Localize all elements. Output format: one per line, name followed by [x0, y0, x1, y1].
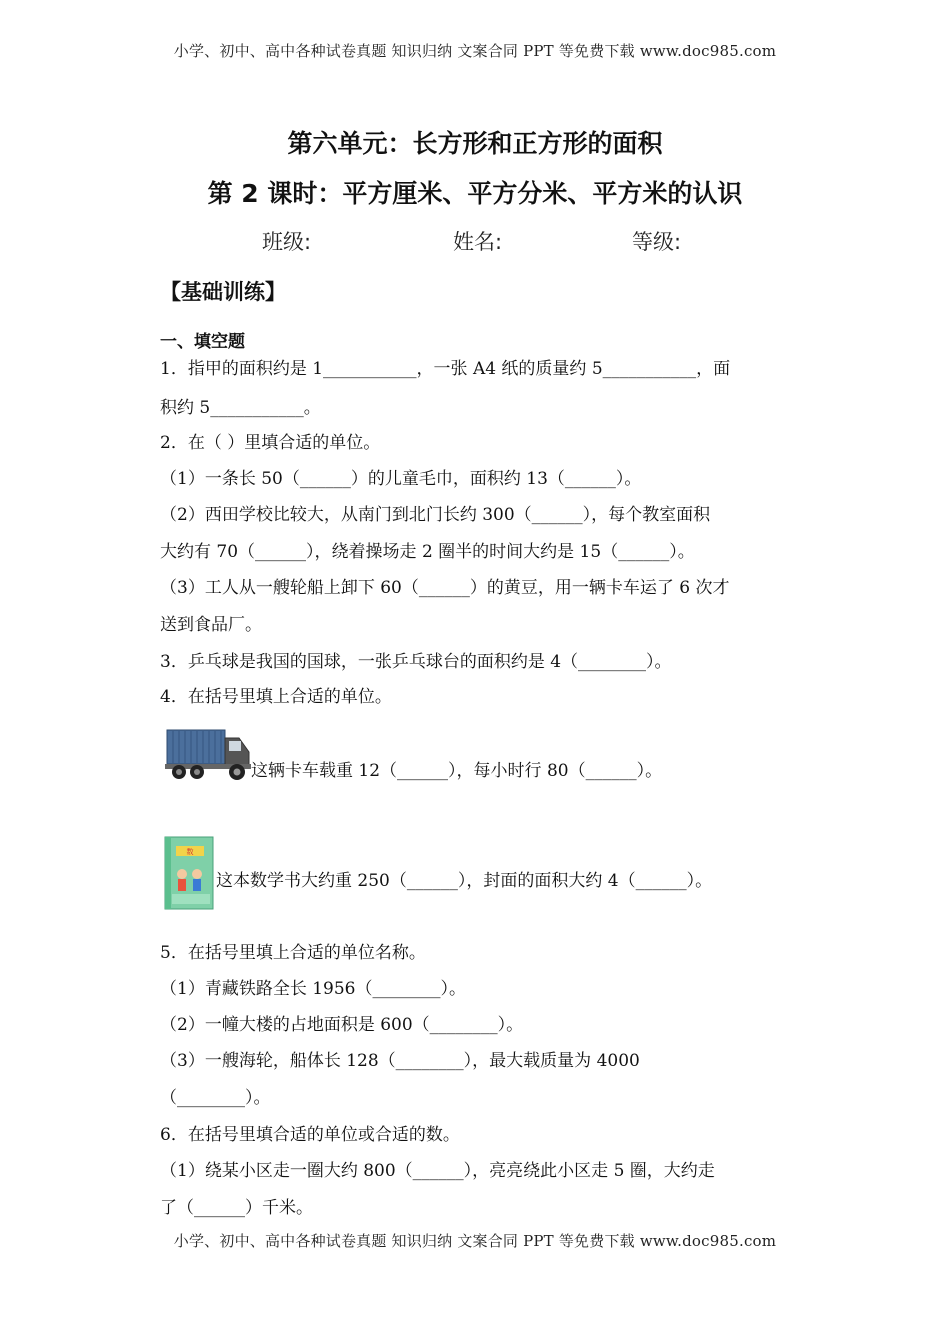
truck-image: [165, 724, 251, 784]
question-line: （3）工人从一艘轮船上卸下 60（______）的黄豆，用一辆卡车运了 6 次才: [160, 578, 730, 598]
page-title: 第六单元：长方形和正方形的面积: [287, 129, 663, 158]
question-line: 3．乒乓球是我国的国球，一张乒乓球台的面积约是 4（________）。: [160, 652, 672, 672]
name-label: 姓名:: [453, 230, 503, 254]
math-book-image: [164, 836, 214, 910]
class-label: 班级:: [262, 230, 312, 254]
question-line: 大约有 70（______），绕着操场走 2 圈半的时间大约是 15（______）。: [160, 542, 695, 562]
svg-text:数: 数: [186, 848, 194, 856]
question-line: 1．指甲的面积约是 1___________，一张 A4 纸的质量约 5___________，面: [160, 359, 731, 379]
truck-question: 这辆卡车载重 12（______），每小时行 80（______）。: [251, 761, 663, 781]
question-line: （1）一条长 50（______）的儿童毛巾，面积约 13（______）。: [160, 469, 642, 489]
question-line: 积约 5___________。: [160, 398, 321, 418]
question-line: （1）青藏铁路全长 1956（________）。: [160, 979, 466, 999]
footer-banner: 小学、初中、高中各种试卷真题 知识归纳 文案合同 PPT 等免费下载 www.doc985.com: [173, 1232, 777, 1250]
question-line: （2）西田学校比较大，从南门到北门长约 300（______），每个教室面积: [160, 505, 711, 525]
page-subtitle: 第 2 课时：平方厘米、平方分米、平方米的认识: [207, 179, 743, 208]
question-line: 送到食品厂。: [160, 615, 262, 635]
grade-label: 等级:: [632, 230, 682, 254]
question-line: 6．在括号里填合适的单位或合适的数。: [160, 1125, 460, 1145]
question-line: （1）绕某小区走一圈大约 800（______），亮亮绕此小区走 5 圈，大约走: [160, 1161, 715, 1181]
question-line: 2．在（ ）里填合适的单位。: [160, 433, 381, 453]
question-line: 4．在括号里填上合适的单位。: [160, 687, 392, 707]
header-banner: 小学、初中、高中各种试卷真题 知识归纳 文案合同 PPT 等免费下载 www.doc985.com: [173, 42, 777, 60]
question-line: （2）一幢大楼的占地面积是 600（________）。: [160, 1015, 524, 1035]
subsection-heading: 一、填空题: [160, 332, 245, 352]
question-line: （3）一艘海轮，船体长 128（________），最大载质量为 4000: [160, 1051, 640, 1071]
section-heading: 【基础训练】: [160, 280, 286, 304]
question-line: 了（______）千米。: [160, 1198, 313, 1218]
book-question: 这本数学书大约重 250（______），封面的面积大约 4（______）。: [216, 871, 713, 891]
question-line: 5．在括号里填上合适的单位名称。: [160, 943, 426, 963]
question-line: （________）。: [160, 1088, 271, 1108]
